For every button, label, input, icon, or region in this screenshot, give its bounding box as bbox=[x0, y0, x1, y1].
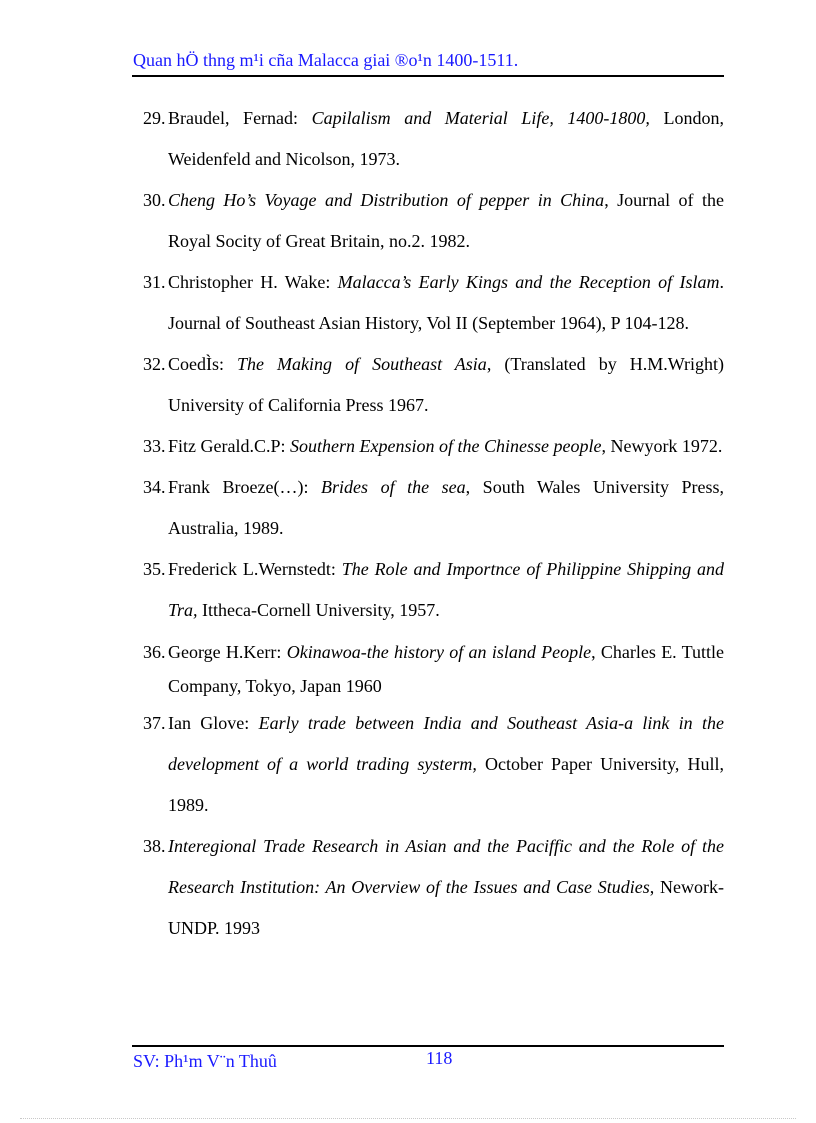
reference-author: Frank Broeze(…): bbox=[168, 477, 322, 497]
reference-title: Brides of the sea bbox=[321, 477, 466, 497]
reference-title: Early trade between India and Southeast Asia-a link in the development of a world trading systerm, bbox=[168, 713, 724, 774]
reference-details: , Charles E. Tuttle Company, Tokyo, Japan 1960 bbox=[168, 642, 725, 696]
reference-details: London, Weidenfeld and Nicolson, 1973. bbox=[168, 108, 724, 169]
reference-title: Southern Expension of the Chinesse people bbox=[290, 436, 602, 456]
reference-number: 33. bbox=[143, 436, 166, 456]
student-name: SV: Ph¹m V¨n Thuû bbox=[133, 1051, 277, 1071]
reference-author: Fitz Gerald.C.P: bbox=[168, 436, 290, 456]
reference-item bbox=[143, 703, 724, 826]
reference-details: , Nework- UNDP. 1993 bbox=[168, 877, 724, 938]
reference-item bbox=[143, 635, 724, 703]
reference-author: George H.Kerr: bbox=[168, 642, 287, 662]
reference-number: 32. bbox=[143, 354, 166, 374]
reference-number: 34. bbox=[143, 477, 166, 497]
reference-author: Frederick L.Wernstedt: bbox=[168, 559, 342, 579]
reference-item bbox=[143, 262, 724, 344]
reference-title: Capilalism and Material Life, 1400-1800, bbox=[311, 108, 650, 128]
reference-author: CoedÌs: bbox=[168, 354, 238, 374]
reference-details: , South Wales University Press, Australia, 1989. bbox=[168, 477, 725, 538]
footer-rule bbox=[132, 1045, 724, 1047]
reference-item bbox=[143, 344, 724, 426]
running-header: Quan hÖ thng m¹i cña Malacca giai ®o¹n 1400-1511. bbox=[133, 50, 519, 70]
reference-item bbox=[143, 467, 724, 549]
reference-number: 30. bbox=[143, 190, 166, 210]
reference-author: Ian Glove: bbox=[168, 713, 259, 733]
reference-number: 37. bbox=[143, 713, 166, 733]
page-boundary bbox=[20, 1118, 796, 1119]
reference-item bbox=[143, 180, 724, 262]
reference-title: The Role and Importnce of Philippine Shipping and Tra, bbox=[168, 559, 724, 620]
reference-item bbox=[143, 98, 724, 180]
reference-author: Braudel, Fernad: bbox=[168, 108, 312, 128]
reference-number: 29. bbox=[143, 108, 166, 128]
reference-title: Interegional Trade Research in Asian and the Paciffic and the Role of the Research Institution: An Overview of the Issues and Case Studies bbox=[168, 836, 724, 897]
reference-details: , (Translated by H.M.Wright) University of California Press 1967. bbox=[168, 354, 724, 415]
reference-details: , Journal of the Royal Socity of Great Britain, no.2. 1982. bbox=[168, 190, 724, 251]
page-number: 118 bbox=[426, 1048, 453, 1068]
reference-details: October Paper University, Hull, 1989. bbox=[168, 754, 724, 815]
reference-details: . Journal of Southeast Asian History, Vol II (September 1964), P 104-128. bbox=[168, 272, 724, 333]
reference-item bbox=[143, 426, 724, 467]
reference-author: Christopher H. Wake: bbox=[168, 272, 338, 292]
reference-details: , Newyork 1972. bbox=[601, 436, 723, 456]
reference-item bbox=[143, 549, 724, 631]
reference-number: 38. bbox=[143, 836, 166, 856]
reference-number: 36. bbox=[143, 642, 166, 662]
reference-number: 31. bbox=[143, 272, 166, 292]
reference-item bbox=[143, 826, 724, 949]
header-rule bbox=[132, 75, 724, 77]
reference-number: 35. bbox=[143, 559, 166, 579]
reference-title: Cheng Ho’s Voyage and Distribution of pepper in China bbox=[168, 190, 605, 210]
reference-title: Okinawoa-the history of an island People bbox=[286, 642, 592, 662]
reference-title: Malacca’s Early Kings and the Reception of Islam bbox=[337, 272, 720, 292]
reference-list bbox=[143, 98, 724, 949]
reference-details: Ittheca-Cornell University, 1957. bbox=[197, 600, 440, 620]
reference-title: The Making of Southeast Asia bbox=[237, 354, 487, 374]
